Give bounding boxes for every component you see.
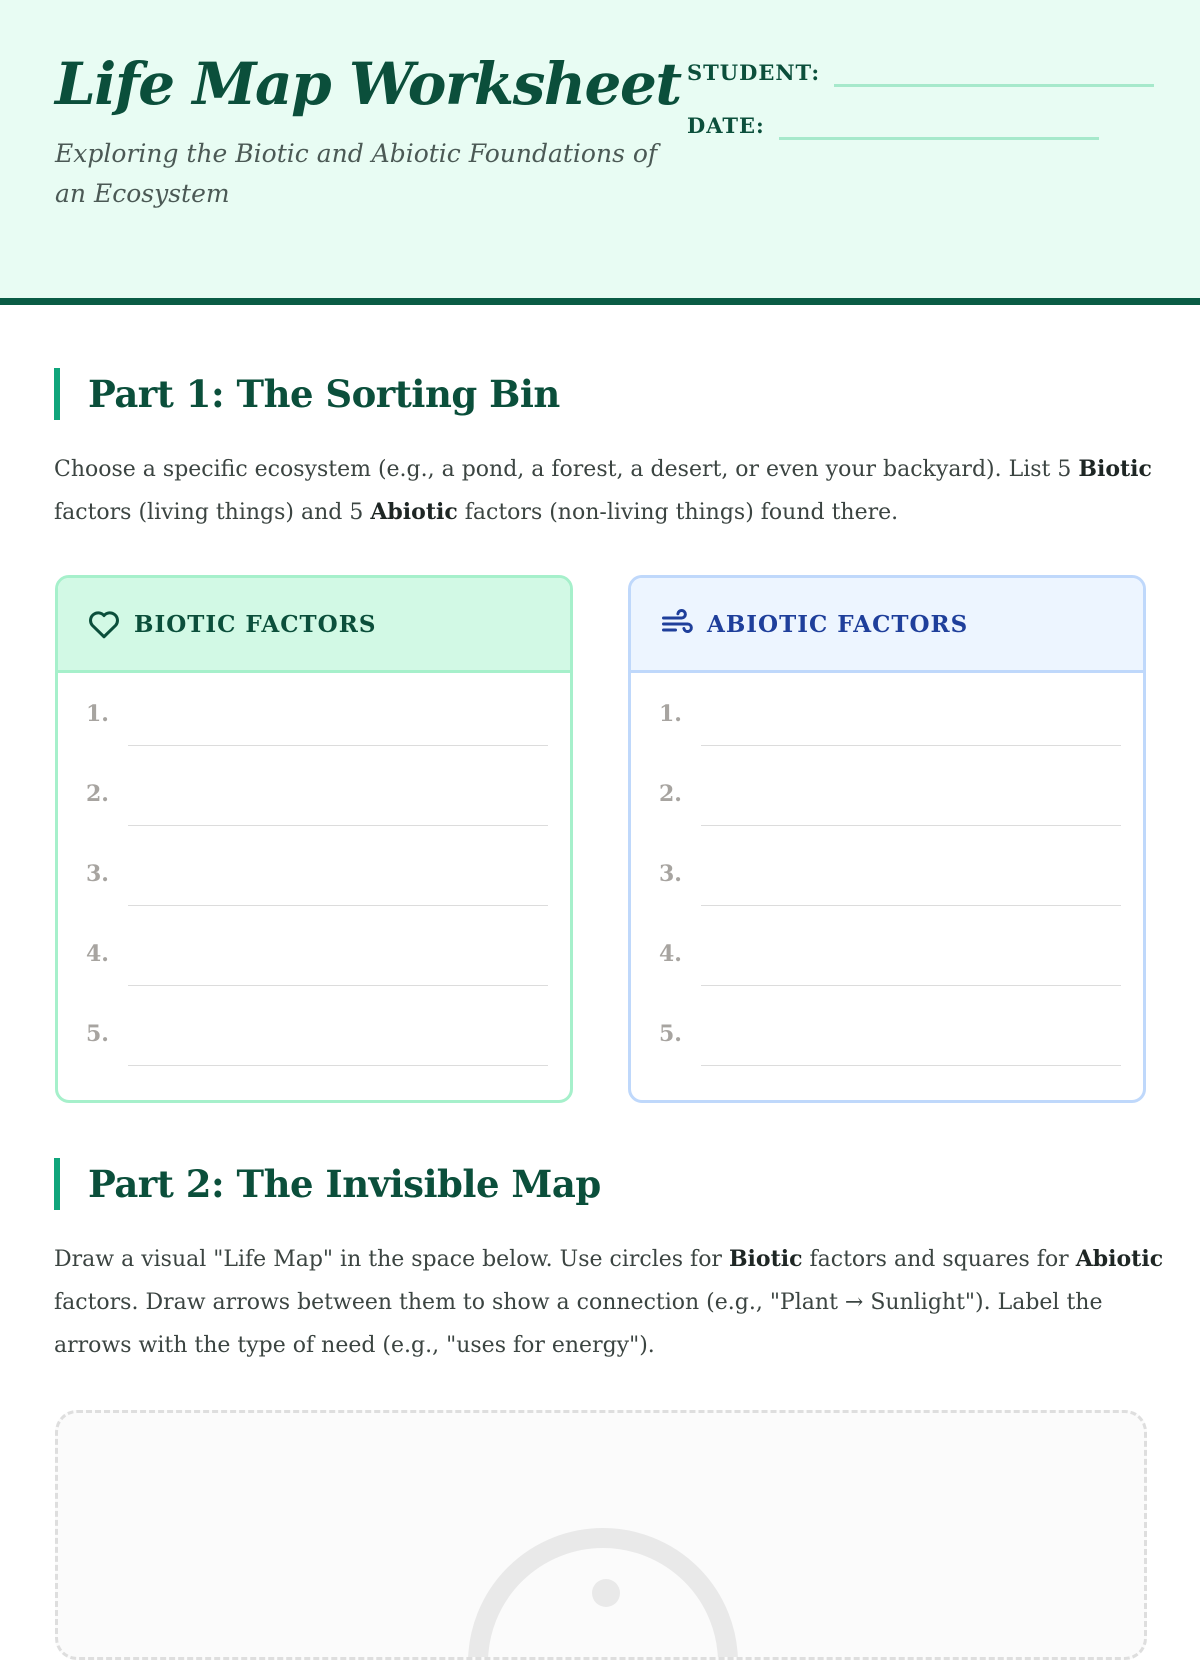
worksheet-subtitle: Exploring the Biotic and Abiotic Foundations of an Ecosystem bbox=[55, 139, 658, 208]
part1-text-3: factors (non-living things) found there. bbox=[457, 500, 899, 525]
part1-text-1: Choose a specific ecosystem (e.g., a pond, a forest, a desert, or even your backyard). List 5 bbox=[54, 457, 1079, 482]
abiotic-row-5 bbox=[659, 993, 1121, 1073]
watermark-icon bbox=[458, 1518, 748, 1660]
part2-text-3: factors. Draw arrows between them to show a connection (e.g., "Plant → Sunlight"). Label the arrows with the type of need (e.g., "uses for energy"). bbox=[54, 1290, 1103, 1358]
date-field bbox=[687, 113, 1099, 138]
abiotic-factors-card bbox=[628, 575, 1146, 1103]
life-map-drawing-area[interactable] bbox=[55, 1410, 1147, 1660]
row-number: 1. bbox=[659, 701, 682, 727]
abiotic-row-2 bbox=[659, 753, 1121, 833]
part1-heading: Part 1: The Sorting Bin bbox=[54, 368, 560, 420]
student-field bbox=[687, 60, 1154, 85]
answer-line[interactable] bbox=[701, 985, 1121, 986]
student-line[interactable] bbox=[834, 84, 1154, 87]
answer-line[interactable] bbox=[701, 1065, 1121, 1066]
abiotic-row-3 bbox=[659, 833, 1121, 913]
biotic-row-4 bbox=[86, 913, 548, 993]
student-label: STUDENT: bbox=[687, 60, 821, 85]
worksheet-header bbox=[0, 0, 1200, 305]
answer-line[interactable] bbox=[128, 985, 548, 986]
worksheet-title: Life Map Worksheet bbox=[55, 50, 681, 118]
abiotic-card-title: ABIOTIC FACTORS bbox=[707, 610, 969, 638]
date-label: DATE: bbox=[687, 113, 765, 138]
abiotic-card-header bbox=[631, 578, 1143, 673]
row-number: 4. bbox=[86, 941, 109, 967]
part1-text-2: factors (living things) and 5 bbox=[54, 500, 371, 525]
row-number: 5. bbox=[86, 1021, 109, 1047]
part1-instructions bbox=[54, 448, 1164, 534]
heart-icon bbox=[86, 606, 122, 642]
part2-instructions bbox=[54, 1238, 1164, 1367]
part2-text-2: factors and squares for bbox=[802, 1247, 1076, 1272]
answer-line[interactable] bbox=[128, 825, 548, 826]
biotic-row-1 bbox=[86, 673, 548, 753]
abiotic-row-1 bbox=[659, 673, 1121, 753]
part2-bold-abiotic: Abiotic bbox=[1075, 1246, 1164, 1272]
row-number: 5. bbox=[659, 1021, 682, 1047]
biotic-card-title: BIOTIC FACTORS bbox=[134, 610, 377, 638]
answer-line[interactable] bbox=[128, 745, 548, 746]
answer-line[interactable] bbox=[128, 1065, 548, 1066]
row-number: 2. bbox=[659, 781, 682, 807]
biotic-row-2 bbox=[86, 753, 548, 833]
row-number: 3. bbox=[659, 861, 682, 887]
part2-bold-biotic: Biotic bbox=[728, 1246, 803, 1272]
answer-line[interactable] bbox=[701, 825, 1121, 826]
biotic-row-5 bbox=[86, 993, 548, 1073]
part1-bold-biotic: Biotic bbox=[1078, 456, 1152, 482]
part1-bold-abiotic: Abiotic bbox=[370, 499, 458, 525]
date-line[interactable] bbox=[779, 137, 1099, 140]
answer-line[interactable] bbox=[701, 745, 1121, 746]
row-number: 1. bbox=[86, 701, 109, 727]
part2-text-1: Draw a visual "Life Map" in the space below. Use circles for bbox=[54, 1247, 729, 1272]
biotic-factors-card bbox=[55, 575, 573, 1103]
row-number: 2. bbox=[86, 781, 109, 807]
part2-heading: Part 2: The Invisible Map bbox=[54, 1158, 601, 1210]
answer-line[interactable] bbox=[128, 905, 548, 906]
row-number: 4. bbox=[659, 941, 682, 967]
abiotic-row-4 bbox=[659, 913, 1121, 993]
row-number: 3. bbox=[86, 861, 109, 887]
answer-line[interactable] bbox=[701, 905, 1121, 906]
biotic-row-3 bbox=[86, 833, 548, 913]
wind-icon bbox=[659, 606, 695, 642]
biotic-card-header bbox=[58, 578, 570, 673]
